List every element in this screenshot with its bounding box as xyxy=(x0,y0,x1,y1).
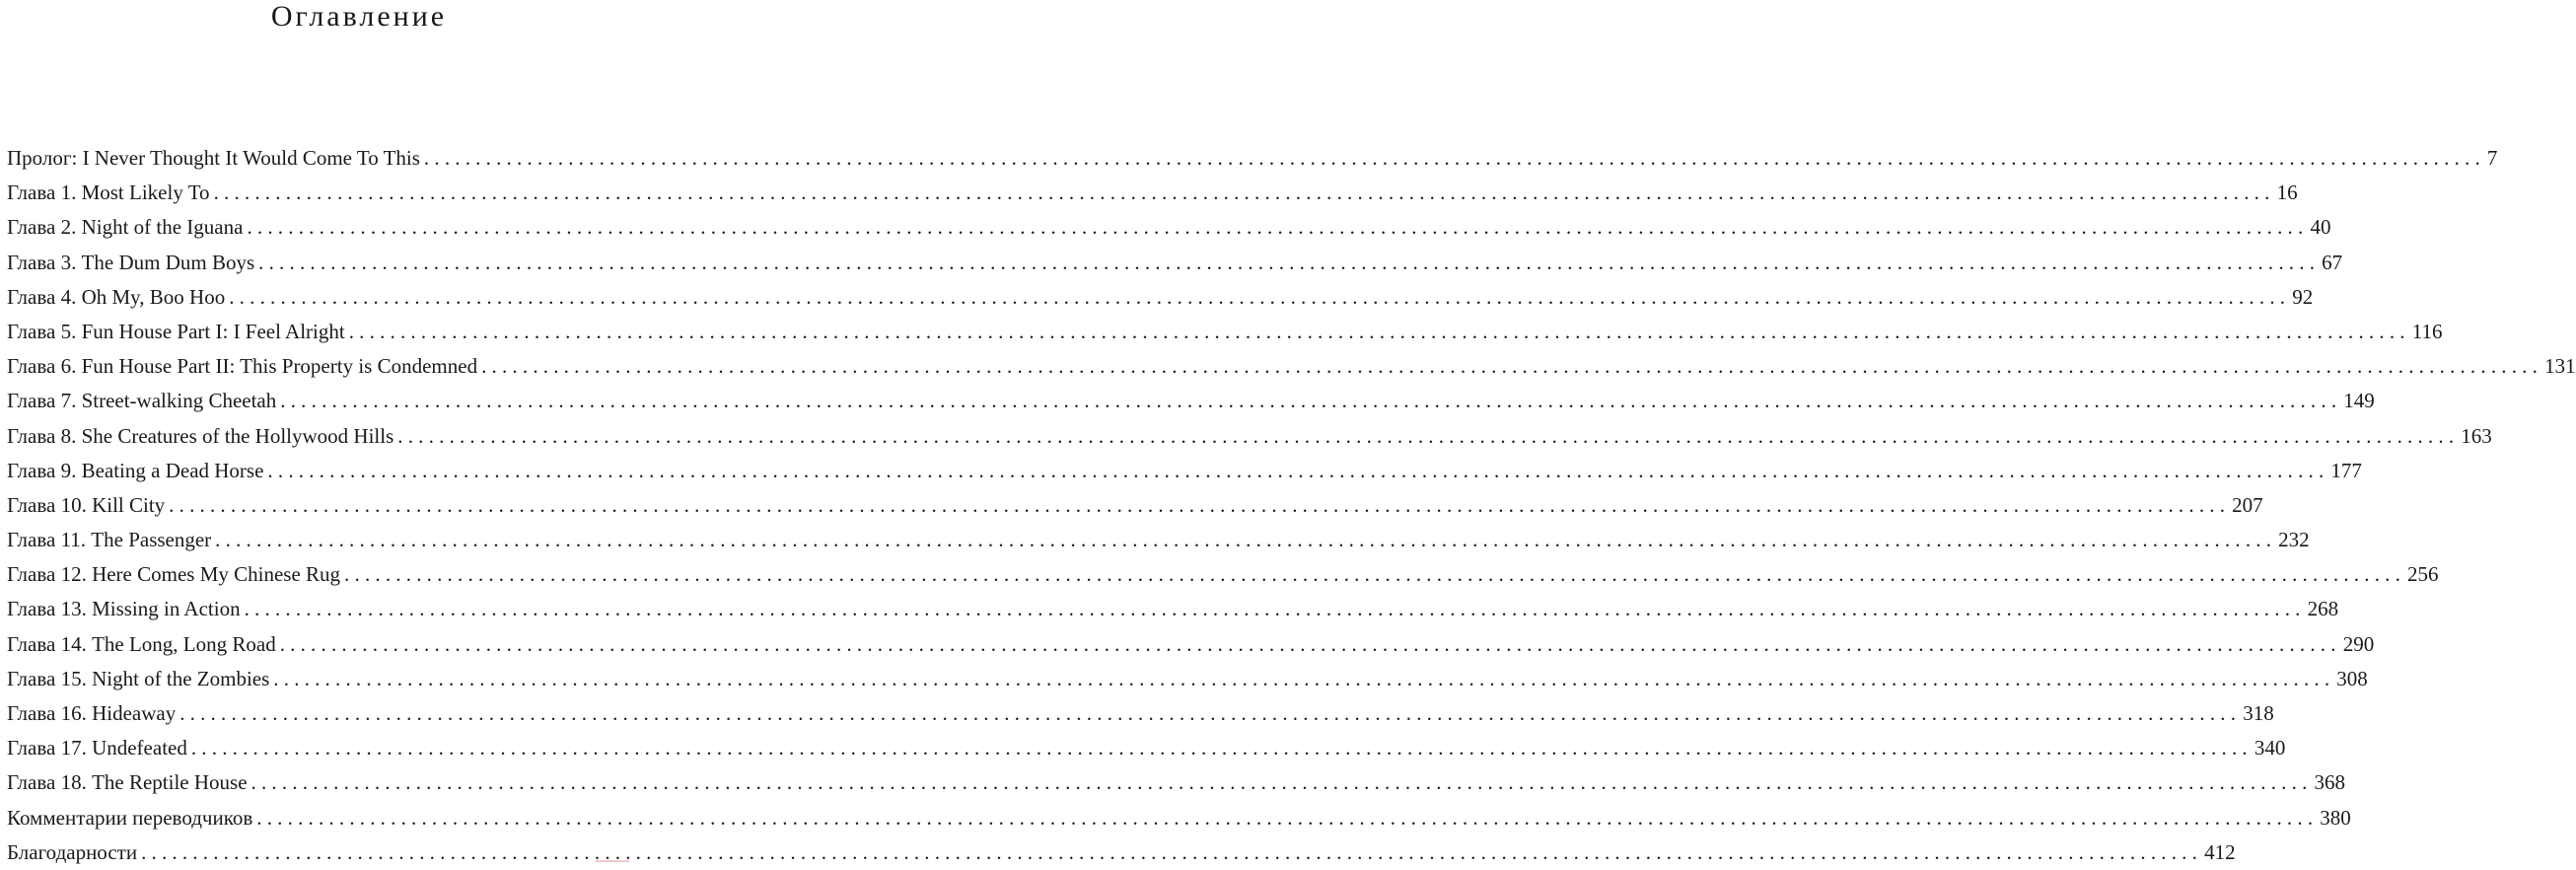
toc-entry[interactable] xyxy=(7,315,2443,349)
dot-leader: ........................................................................................................................................................................................................ xyxy=(279,631,2341,656)
toc-entry-page-number: 131 xyxy=(2544,354,2576,379)
toc-entry[interactable] xyxy=(7,488,2263,523)
toc-entry[interactable] xyxy=(7,349,2576,384)
toc-entry[interactable] xyxy=(7,176,2298,210)
toc-entry-title: Глава 9. Beating a Dead Horse xyxy=(7,458,264,482)
dot-leader: ........................................................................................................................................................................................................ xyxy=(215,528,2277,552)
toc-entry-page-number: 207 xyxy=(2232,492,2263,517)
page-title: Оглавление xyxy=(270,0,448,33)
toc-entry-page-number: 67 xyxy=(2322,250,2343,274)
toc-entry[interactable] xyxy=(7,801,2351,835)
dot-leader: ........................................................................................................................................................................................................ xyxy=(481,354,2543,379)
dot-leader: ........................................................................................................................................................................................................ xyxy=(179,701,2242,725)
toc-entry[interactable] xyxy=(7,141,2498,176)
dot-leader: ........................................................................................................................................................................................................ xyxy=(397,423,2460,448)
toc-entry-page-number: 232 xyxy=(2278,528,2310,552)
toc-entry-page-number: 368 xyxy=(2314,770,2346,795)
dot-leader: ........................................................................................................................................................................................................ xyxy=(344,562,2406,587)
toc-entry-title: Глава 13. Missing in Action xyxy=(7,597,241,621)
toc-entry-title: Глава 12. Here Comes My Chinese Rug xyxy=(7,562,341,587)
toc-entry-title: Благодарности xyxy=(7,839,138,864)
dot-leader: ........................................................................................................................................................................................................ xyxy=(280,389,2342,413)
toc-entry-title: Комментарии переводчиков xyxy=(7,805,253,830)
toc-entry[interactable] xyxy=(7,627,2375,662)
toc-entry-page-number: 40 xyxy=(2310,215,2331,240)
dot-leader: ........................................................................................................................................................................................................ xyxy=(244,597,2306,621)
toc-entry-title: Глава 1. Most Likely To xyxy=(7,181,210,205)
toc-entry[interactable] xyxy=(7,419,2492,454)
toc-entry[interactable] xyxy=(7,280,2314,315)
toc-entry-page-number: 256 xyxy=(2407,562,2439,587)
toc-entry-title: Глава 11. The Passenger xyxy=(7,528,212,552)
toc-entry-page-number: 16 xyxy=(2276,181,2298,205)
toc-entry-title: Глава 10. Kill City xyxy=(7,492,166,517)
toc-entry-title: Глава 15. Night of the Zombies xyxy=(7,666,270,690)
dot-leader: ........................................................................................................................................................................................................ xyxy=(190,736,2253,761)
toc-entry[interactable] xyxy=(7,731,2286,765)
table-of-contents xyxy=(7,141,2576,870)
toc-entry-title: Глава 8. She Creatures of the Hollywood Hills xyxy=(7,423,394,448)
toc-entry-page-number: 308 xyxy=(2336,666,2368,690)
toc-entry[interactable] xyxy=(7,696,2274,731)
toc-entry-title: Глава 16. Hideaway xyxy=(7,701,177,725)
toc-entry[interactable] xyxy=(7,557,2439,592)
dot-leader: ........................................................................................................................................................................................................ xyxy=(256,805,2319,830)
toc-entry[interactable] xyxy=(7,384,2375,418)
dot-leader: ........................................................................................................................................................................................................ xyxy=(250,770,2313,795)
dot-leader: ........................................................................................................................................................................................................ xyxy=(267,458,2329,482)
dot-leader: ........................................................................................................................................................................................................ xyxy=(213,181,2275,205)
dot-leader: ........................................................................................................................................................................................................ xyxy=(423,146,2485,170)
dot-leader: ........................................................................................................................................................................................................ xyxy=(169,492,2231,517)
toc-entry-page-number: 290 xyxy=(2342,631,2375,656)
dot-leader: ........................................................................................................................................................................................................ xyxy=(229,284,2291,309)
dot-leader: ........................................................................................................................................................................................................ xyxy=(247,215,2309,240)
toc-entry[interactable] xyxy=(7,210,2331,245)
toc-entry[interactable] xyxy=(7,765,2346,800)
toc-entry-title: Глава 4. Oh My, Boo Hoo xyxy=(7,284,226,309)
toc-entry-page-number: 7 xyxy=(2486,146,2498,170)
toc-entry-page-number: 116 xyxy=(2411,319,2443,343)
toc-entry-title: Глава 2. Night of the Iguana xyxy=(7,215,244,240)
toc-entry-page-number: 340 xyxy=(2254,736,2286,761)
toc-entry-page-number: 412 xyxy=(2204,839,2236,864)
toc-entry-title: Глава 5. Fun House Part I: I Feel Alright xyxy=(7,319,345,343)
dot-leader: ........................................................................................................................................................................................................ xyxy=(348,319,2410,343)
toc-entry-page-number: 380 xyxy=(2320,805,2351,830)
toc-entry-page-number: 149 xyxy=(2343,389,2375,413)
toc-entry-title: Глава 6. Fun House Part II: This Property is Condemned xyxy=(7,354,478,379)
toc-entry-title: Глава 3. The Dum Dum Boys xyxy=(7,250,255,274)
dot-leader: ........................................................................................................................................................................................................ xyxy=(273,666,2335,690)
toc-entry-page-number: 318 xyxy=(2243,701,2274,725)
toc-entry-page-number: 92 xyxy=(2292,284,2314,309)
toc-entry[interactable] xyxy=(7,662,2368,696)
toc-entry-title: Глава 7. Street-walking Cheetah xyxy=(7,389,277,413)
toc-entry-page-number: 268 xyxy=(2307,597,2339,621)
toc-entry-title: Глава 17. Undefeated xyxy=(7,736,187,761)
toc-entry[interactable] xyxy=(7,454,2362,488)
dot-leader: ........................................................................................................................................................................................................ xyxy=(141,839,2203,864)
dot-leader: ........................................................................................................................................................................................................ xyxy=(258,250,2321,274)
toc-entry[interactable] xyxy=(7,246,2343,280)
toc-entry-title: Глава 18. The Reptile House xyxy=(7,770,248,795)
toc-entry[interactable] xyxy=(7,592,2339,626)
toc-entry-page-number: 163 xyxy=(2461,423,2492,448)
toc-entry-page-number: 177 xyxy=(2330,458,2362,482)
toc-entry-title: Глава 14. The Long, Long Road xyxy=(7,631,276,656)
toc-entry[interactable] xyxy=(7,523,2310,557)
page-corner-mark xyxy=(596,860,629,870)
toc-entry-title: Пролог: I Never Thought It Would Come To This xyxy=(7,146,420,170)
